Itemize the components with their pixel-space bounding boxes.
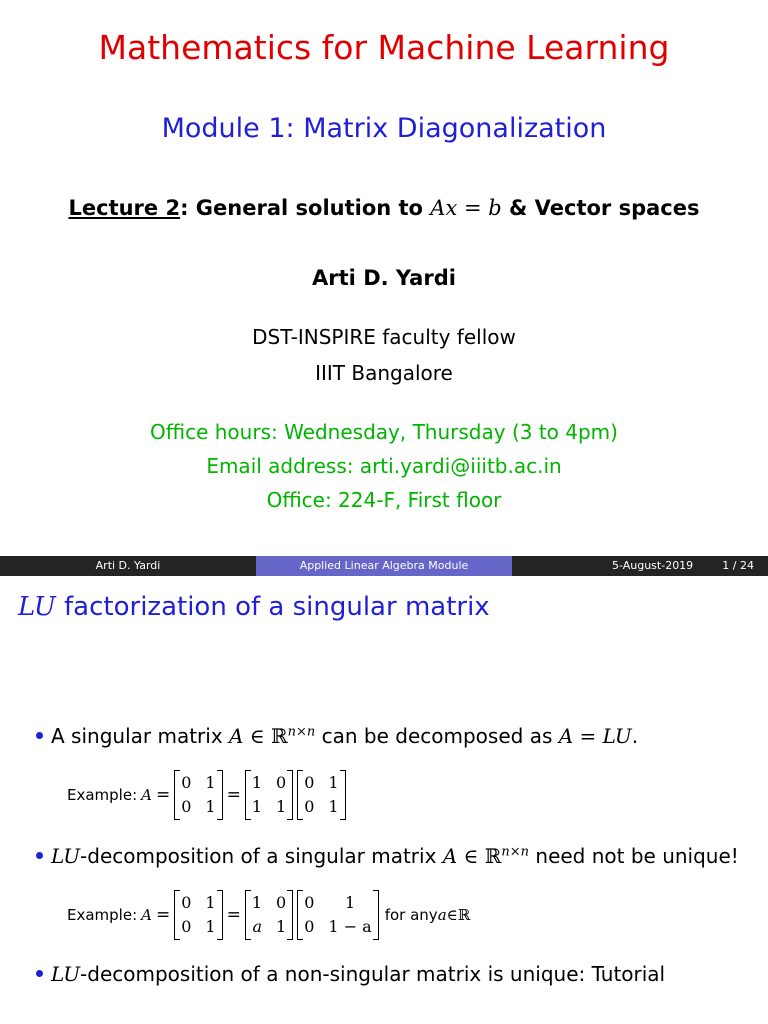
lecture-text: : General solution to [180,196,423,220]
example-label: Example: [67,786,138,804]
example-equation [67,770,346,820]
math-superscript: n×n [501,844,530,860]
matrix [245,890,293,940]
lecture-tail: & Vector spaces [509,196,700,220]
matrix-cell: 0 [276,893,287,912]
author-name: Arti D. Yardi [312,266,456,290]
matrix [174,890,222,940]
math-symbol: ℝ [457,906,471,924]
lecture-eq-sign: = [457,196,489,220]
math-symbol: ℝ [484,844,502,868]
matrix [297,770,345,820]
email-address: Email address: arti.yardi@iiitb.ac.in [206,454,562,478]
matrix-cell: 1 [328,773,339,792]
footer-author: Arti D. Yardi [0,556,256,576]
lecture-label: Lecture 2 [68,196,181,220]
example-label: Example: [67,906,138,924]
bullet-text: A singular matrix [51,724,230,748]
math-symbol: ∈ [243,724,271,748]
lecture-eq-b: b [488,196,502,220]
matrix-cell: 1 [205,773,216,792]
math-symbol: ∈ [457,844,485,868]
affiliation-institute: IIIT Bangalore [315,361,453,385]
example-tail-text: for any [384,906,438,924]
matrix-cell: 1 [205,893,216,912]
matrix-cell: 0 [181,773,192,792]
bullet-icon [36,970,43,977]
affiliation-fellowship: DST-INSPIRE faculty fellow [252,325,516,349]
footer-right [512,556,768,576]
matrix-cell: 0 [181,917,192,936]
bullet-text: . [631,724,639,748]
footer-page-number: 1 / 24 [722,559,754,572]
bullet-item [36,962,665,986]
matrix [297,890,378,940]
matrix-cell: 1 [344,893,356,912]
math-symbol: LU [51,962,81,986]
bullet-text: can be decomposed as [315,724,559,748]
matrix-cell: 1 [328,797,339,816]
matrix-cell: a [252,917,263,936]
matrix-cell: 1 [205,917,216,936]
matrix [245,770,293,820]
equals-sign: = [226,785,241,805]
matrix [174,770,222,820]
section-title-text: factorization of a singular matrix [64,592,490,622]
bullet-text: -decomposition of a singular matrix [80,844,443,868]
math-symbol: = [573,724,603,748]
slide-title: Mathematics for Machine Learning [98,28,670,67]
matrix-cell: 1 − a [328,917,372,936]
bullet-icon [36,852,43,859]
bullet-icon [36,732,43,739]
matrix-cell: 1 [205,797,216,816]
matrix-cell: 0 [304,773,315,792]
math-symbol: ℝ [271,724,288,748]
bullet-text: need not be unique! [529,844,739,868]
footer-date: 5-August-2019 [612,559,694,572]
math-superscript: n×n [287,724,316,740]
matrix-cell: 0 [276,773,287,792]
matrix-cell: 1 [251,797,263,816]
section-title-math: LU [18,592,56,622]
math-symbol: a [437,906,447,924]
footer-course: Applied Linear Algebra Module [256,556,512,576]
matrix-cell: 1 [276,797,287,816]
section-title [18,592,490,622]
matrix-cell: 0 [181,893,192,912]
matrix-cell: 0 [304,917,315,936]
equals-sign: = [155,785,171,805]
matrix-cell: 1 [251,773,263,792]
matrix-cell: 0 [304,893,315,912]
math-symbol: A [141,786,152,804]
module-title: Module 1: Matrix Diagonalization [161,113,607,144]
math-symbol: A [141,906,152,924]
math-symbol: ∈ [446,906,458,924]
lecture-title [0,196,768,220]
math-symbol: LU [602,724,632,748]
bullet-item [36,724,638,748]
slide-footer [0,556,768,576]
matrix-cell: 0 [181,797,192,816]
office-location: Office: 224-F, First floor [266,488,502,512]
lecture-eq-ax: Ax [430,196,458,220]
math-symbol: A [229,724,244,748]
equals-sign: = [226,905,241,925]
math-symbol: LU [51,844,81,868]
math-symbol: A [558,724,574,748]
matrix-cell: 0 [304,797,315,816]
matrix-cell: 1 [276,917,287,936]
matrix-cell: 1 [251,893,263,912]
office-hours: Office hours: Wednesday, Thursday (3 to 4pm) [150,420,618,444]
math-symbol: A [442,844,458,868]
bullet-text: -decomposition of a non-singular matrix is unique: Tutorial [80,962,666,986]
equals-sign: = [155,905,171,925]
example-equation [67,890,470,940]
bullet-item [36,844,739,868]
